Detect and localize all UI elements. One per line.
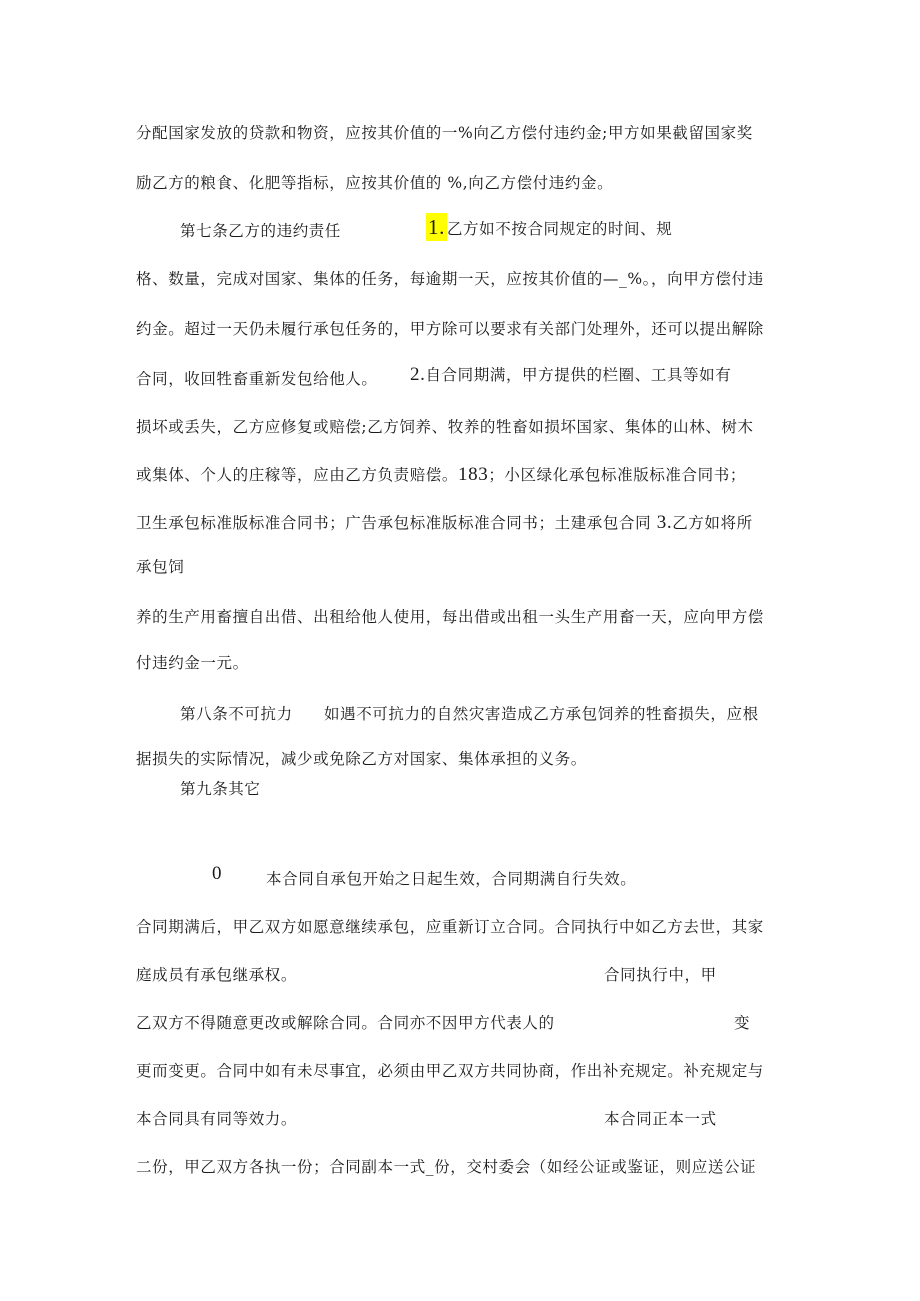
text-line: 本合同自承包开始之日起生效，合同期满自行失效。 <box>266 870 637 888</box>
text-line: 合同，收回牲畜重新发包给他人。 <box>136 370 378 388</box>
text-line: 励乙方的粮食、化肥等指标，应按其价值的 %,向乙方偿付违约金。 <box>136 174 614 192</box>
highlighted-number: 1. <box>428 215 445 239</box>
text-line <box>426 216 672 240</box>
text-span: 自合同期满，甲方提供的栏圈、工具等如有 <box>425 366 732 384</box>
text-line: 约金。超过一天仍未履行承包任务的，甲方除可以要求有关部门处理外，还可以提出解除 <box>136 320 764 338</box>
item-number: 183 <box>458 464 489 485</box>
text-span: 卫生承包标准版标准合同书；广告承包标准版标准合同书；土建承包合同 <box>136 514 652 532</box>
text-span: ；小区绿化承包标准版标准合同书； <box>488 466 746 484</box>
text-line: 合同执行中，甲 <box>604 966 717 984</box>
item-number: 2. <box>410 364 426 385</box>
text-line: 养的生产用畜擅自出借、出租给他人使用，每出借或出租一头生产用畜一天，应向甲方偿 <box>136 608 764 626</box>
text-line: 二份，甲乙双方各执一份；合同副本一式_份，交村委会（如经公证或鉴证，则应送公证 <box>136 1158 757 1176</box>
text-line: 付违约金一元。 <box>136 654 249 672</box>
article-8-heading: 第八条不可抗力 <box>180 705 293 723</box>
text-line: 本合同具有同等效力。 <box>136 1110 298 1128</box>
text-span: 或集体、个人的庄稼等，应由乙方负责赔偿。 <box>136 466 459 484</box>
text-line <box>410 364 731 386</box>
text-line: 分配国家发放的贷款和物资，应按其价值的一%向乙方偿付违约金;甲方如果截留国家奖 <box>136 124 753 142</box>
text-line: 乙双方不得随意更改或解除合同。合同亦不因甲方代表人的 <box>136 1014 555 1032</box>
article-7-heading: 第七条乙方的违约责任 <box>180 222 342 240</box>
text-line: 合同期满后，甲乙双方如愿意继续承包，应重新订立合同。合同执行中如乙方去世，其家 <box>136 918 764 936</box>
text-line: 如遇不可抗力的自然灾害造成乙方承包饲养的牲畜损失，应根 <box>324 705 759 723</box>
text-line <box>136 512 753 534</box>
text-line: 损坏或丢失，乙方应修复或赔偿;乙方饲养、牧养的牲畜如损坏国家、集体的山林、树木 <box>136 418 754 436</box>
text-line: 格、数量，完成对国家、集体的任务，每逾期一天，应按其价值的—_%。，向甲方偿付违 <box>136 270 764 288</box>
item-number: 0 <box>212 863 223 884</box>
text-line <box>136 464 746 486</box>
text-line <box>212 863 222 885</box>
item-number: 3. <box>656 512 673 533</box>
text-line: 据损失的实际情况，减少或免除乙方对国家、集体承担的义务。 <box>136 750 587 768</box>
text-line: 承包饲 <box>136 558 185 576</box>
text-line: 更而变更。合同中如有未尽事宜，必须由甲乙双方共同协商，作出补充规定。补充规定与 <box>136 1062 764 1080</box>
article-9-heading: 第九条其它 <box>180 780 261 798</box>
text-line: 庭成员有承包继承权。 <box>136 966 298 984</box>
text-line: 变 <box>734 1014 751 1032</box>
text-span: 乙方如不按合同规定的时间、规 <box>446 220 673 238</box>
text-line: 本合同正本一式 <box>604 1110 717 1128</box>
text-span: 乙方如将所 <box>672 514 753 532</box>
